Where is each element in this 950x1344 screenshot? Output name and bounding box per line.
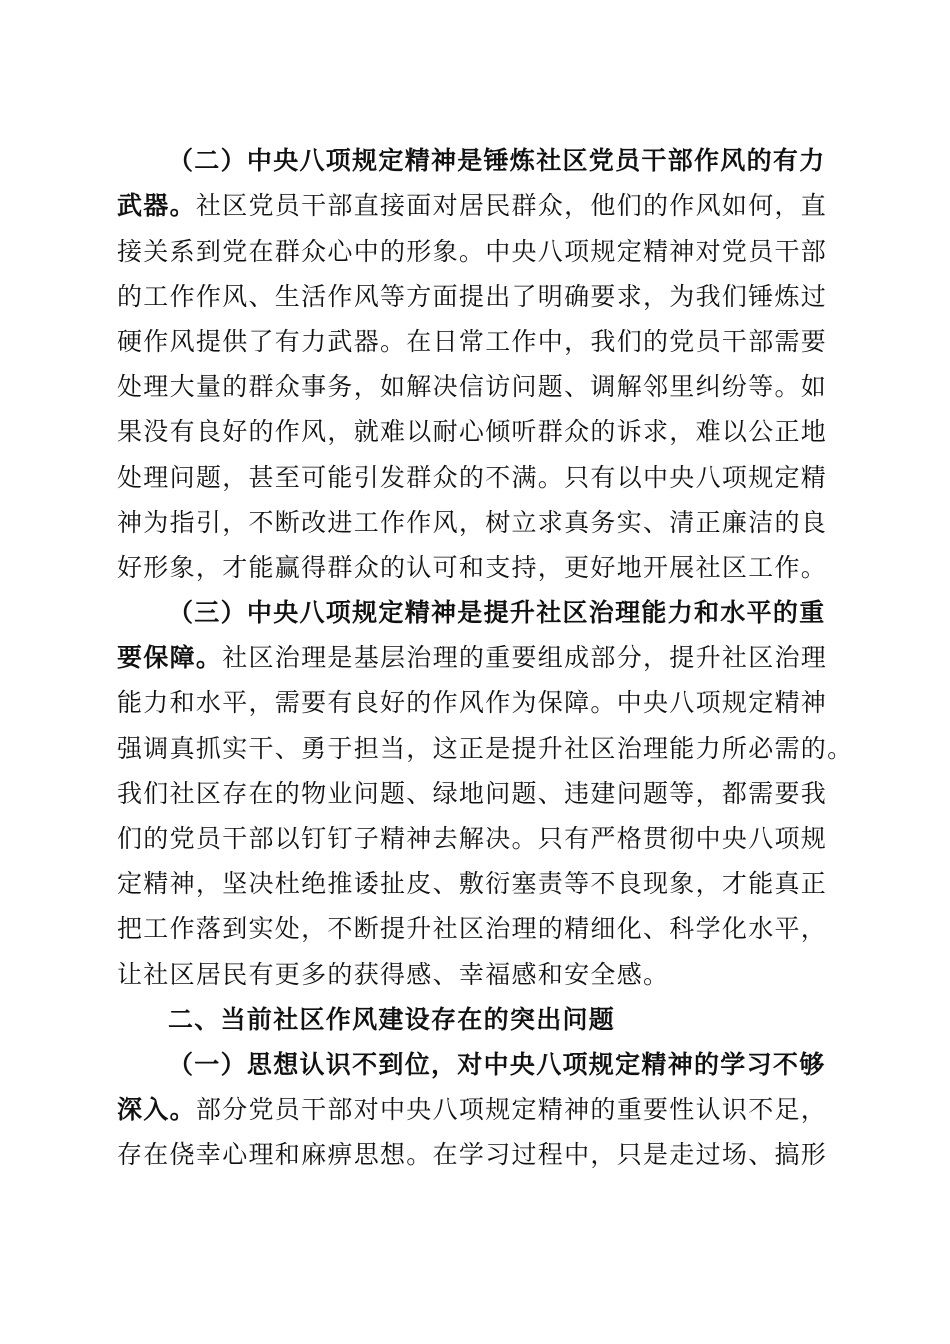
subheading-2-cont: 武器。 <box>117 191 196 220</box>
paragraph-line <box>117 1097 833 1122</box>
paragraph-line: 能力和水平，需要有良好的作风作为保障。中央八项规定精神 <box>117 688 828 717</box>
paragraph-text: 社区党员干部直接面对居民群众，他们的作风如何，直 <box>195 191 828 220</box>
paragraph-line <box>117 193 833 218</box>
paragraph-line: 硬作风提供了有力武器。在日常工作中，我们的党员干部需要 <box>117 327 828 356</box>
subheading-3: （三）中央八项规定精神是提升社区治理能力和水平的重 <box>168 598 826 627</box>
paragraph-line: 我们社区存在的物业问题、绿地问题、违建问题等，都需要我 <box>117 779 828 808</box>
paragraph-line: 们的党员干部以钉钉子精神去解决。只有严格贯彻中央八项规 <box>117 824 828 853</box>
paragraph-line: 把工作落到实处，不断提升社区治理的精细化、科学化水平， <box>117 914 828 943</box>
paragraph-line: 好形象，才能赢得群众的认可和支持，更好地开展社区工作。 <box>117 553 828 582</box>
paragraph-line: 强调真抓实干、勇于担当，这正是提升社区治理能力所必需的。 <box>117 734 854 763</box>
paragraph-text: 社区治理是基层治理的重要组成部分，提升社区治理 <box>222 643 828 672</box>
paragraph-line: 处理大量的群众事务，如解决信访问题、调解邻里纠纷等。如 <box>117 372 828 401</box>
paragraph-line: 接关系到党在群众心中的形象。中央八项规定精神对党员干部 <box>117 237 828 266</box>
paragraph-line: 神为指引，不断改进工作作风，树立求真务实、清正廉洁的良 <box>117 508 828 537</box>
paragraph-text: 部分党员干部对中央八项规定精神的重要性认识不足， <box>195 1095 828 1124</box>
paragraph-line: 让社区居民有更多的获得感、幸福感和安全感。 <box>117 960 670 989</box>
paragraph-line: 果没有良好的作风，就难以耐心倾听群众的诉求，难以公正地 <box>117 417 828 446</box>
subheading-1: （一）思想认识不到位，对中央八项规定精神的学习不够 <box>168 1050 826 1079</box>
section-heading: 二、当前社区作风建设存在的突出问题 <box>168 1005 616 1034</box>
paragraph-line: 处理问题，甚至可能引发群众的不满。只有以中央八项规定精 <box>117 463 828 492</box>
paragraph-line: 存在侥幸心理和麻痹思想。在学习过程中，只是走过场、搞形 <box>117 1140 828 1169</box>
paragraph-line: 的工作作风、生活作风等方面提出了明确要求，为我们锤炼过 <box>117 282 828 311</box>
subheading-2: （二）中央八项规定精神是锤炼社区党员干部作风的有力 <box>168 146 826 175</box>
paragraph-line <box>117 645 833 670</box>
paragraph-line: 定精神，坚决杜绝推诿扯皮、敷衍塞责等不良现象，才能真正 <box>117 869 828 898</box>
subheading-1-cont: 深入。 <box>117 1095 196 1124</box>
subheading-3-cont: 要保障。 <box>117 643 223 672</box>
